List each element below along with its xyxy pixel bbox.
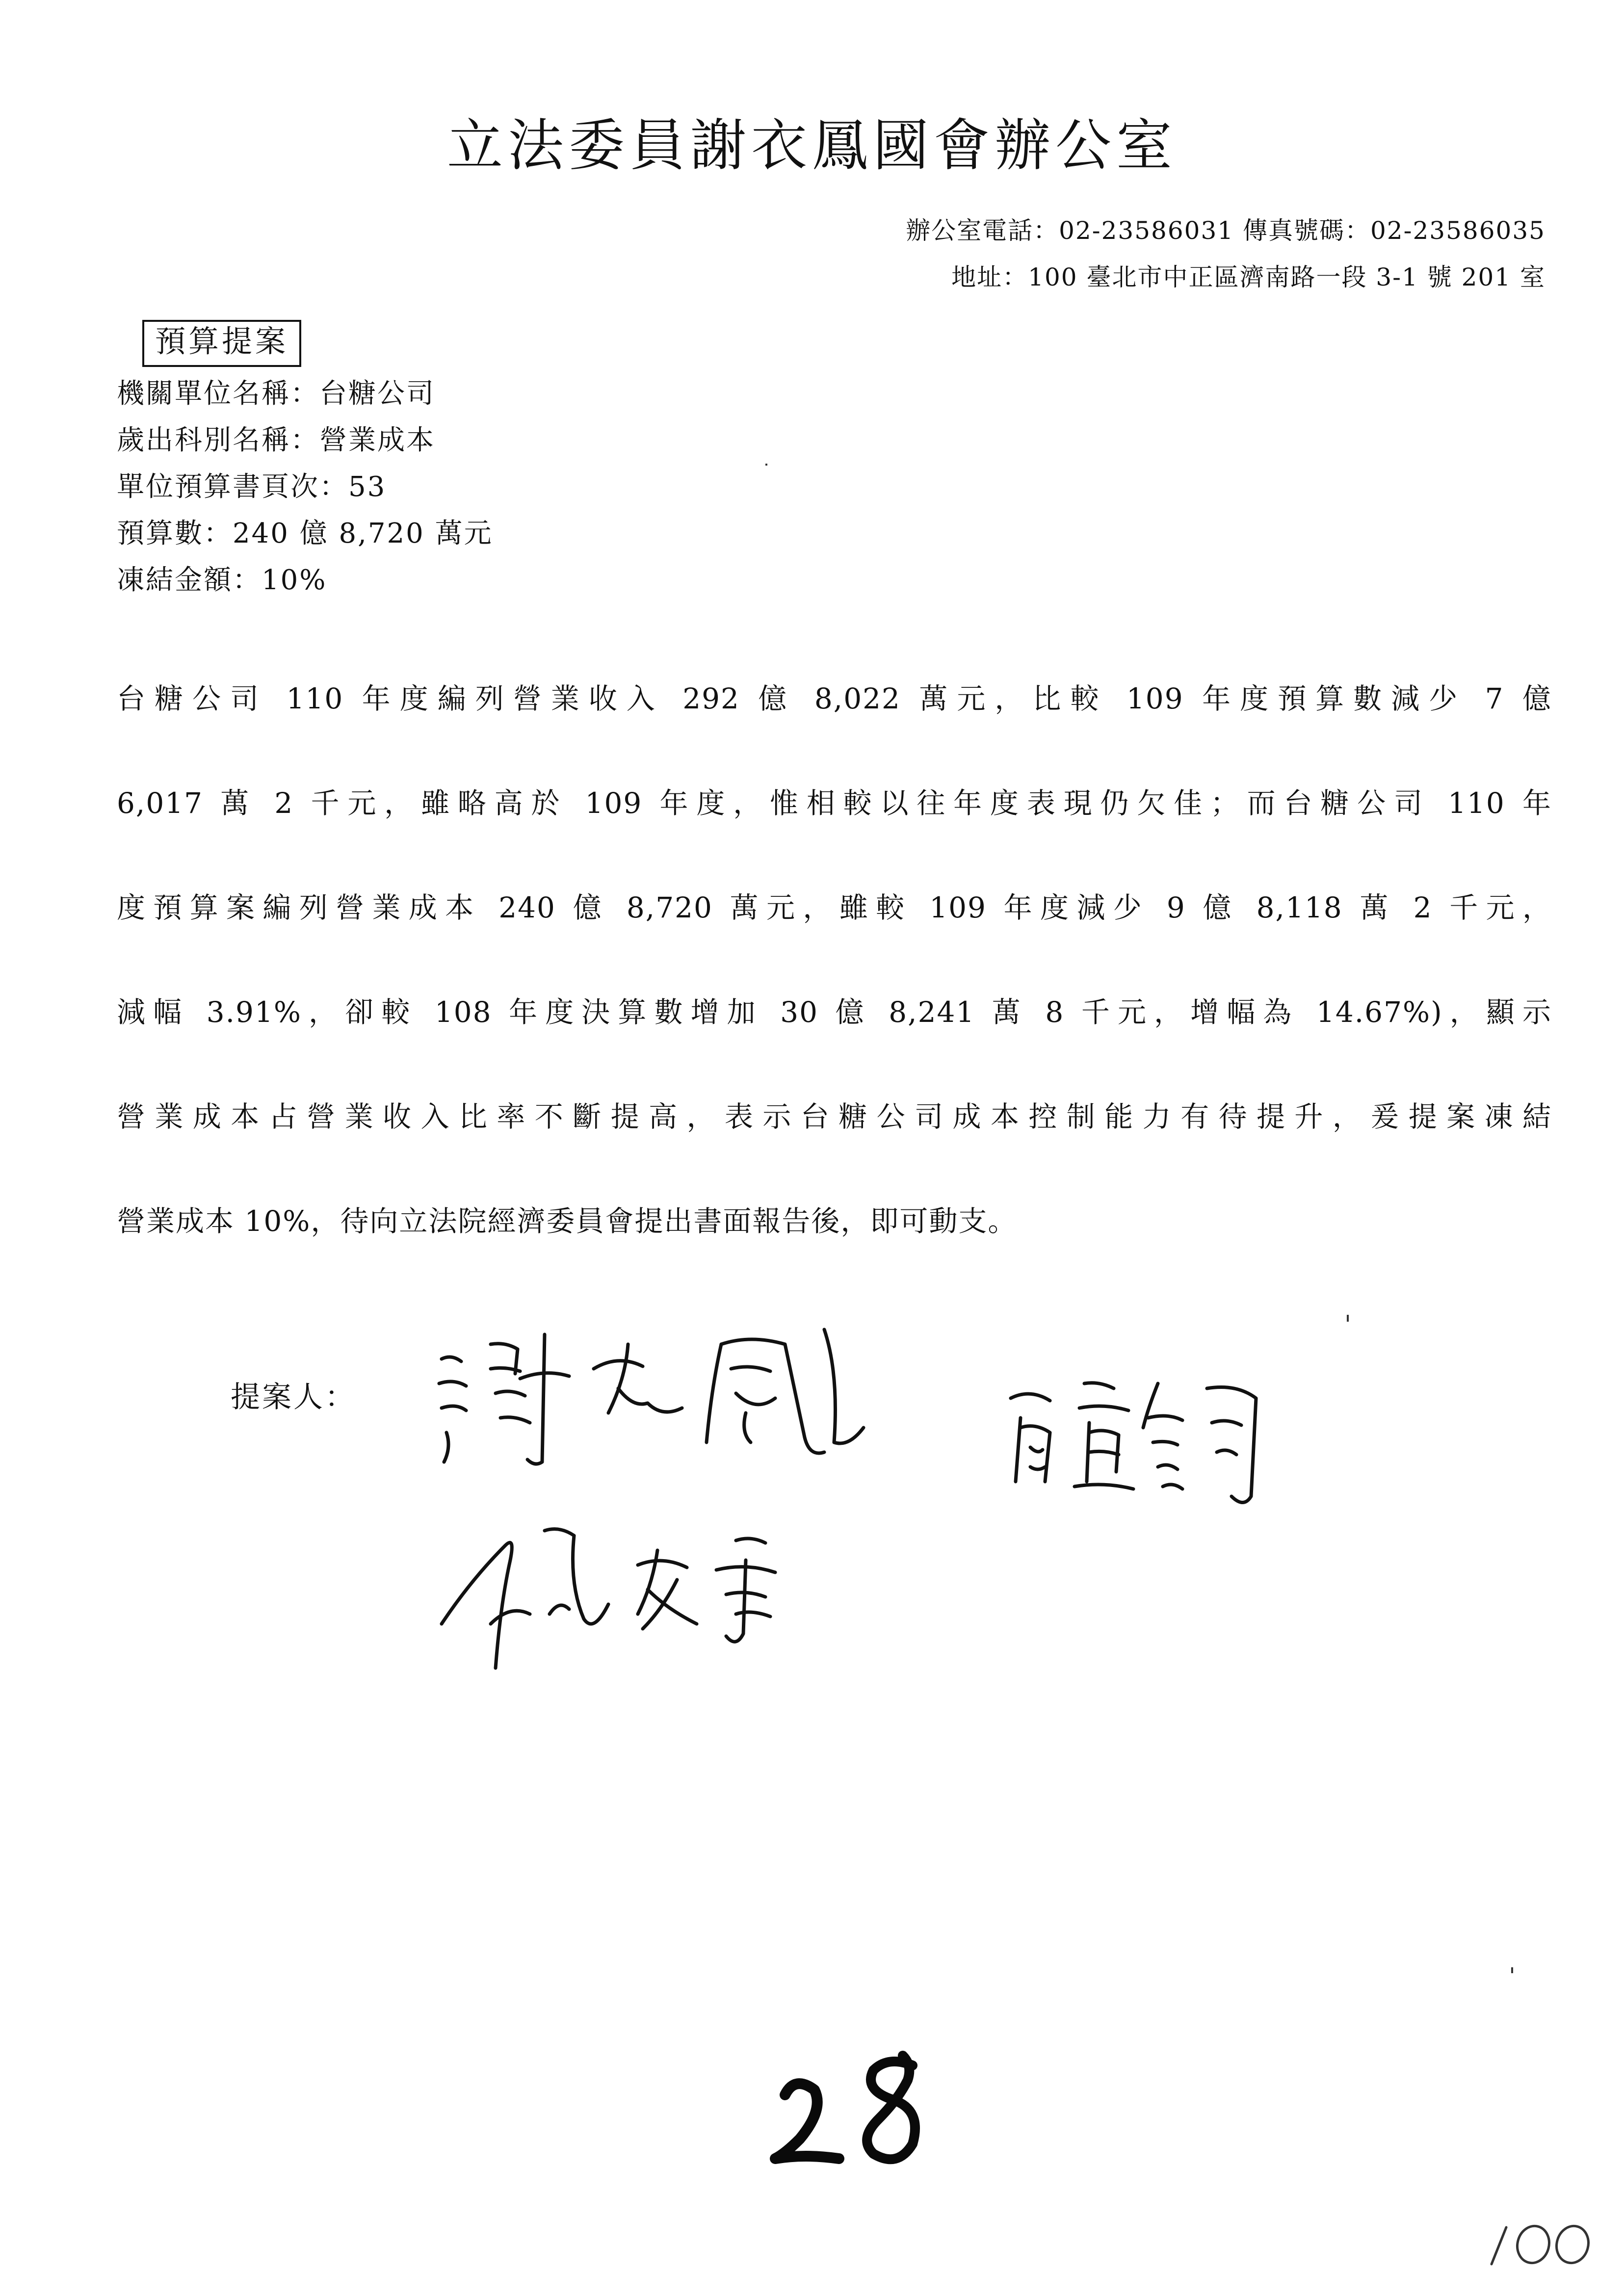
- body-line: 台糖公司 110 年度編列營業收入 292 億 8,022 萬元，比較 109 年度預算數減少 7 億: [117, 682, 1552, 715]
- body-line: 營業成本占營業收入比率不斷提高，表示台糖公司成本控制能力有待提升，爰提案凍結: [117, 1100, 1552, 1133]
- body-line: 6,017 萬 2 千元，雖略高於 109 年度，惟相較以往年度表現仍欠佳；而台糖公司 110 年: [117, 786, 1552, 820]
- corner-number: [1482, 2218, 1599, 2273]
- scan-speck: [1511, 1967, 1513, 1973]
- body-line: 營業成本 10%，待向立法院經濟委員會提出書面報告後，即可動支。: [117, 1204, 1018, 1238]
- proposal-body: [117, 684, 1552, 1311]
- expenditure-category: 歲出科別名稱：營業成本: [117, 424, 435, 456]
- office-phone-fax: 辦公室電話：02-23586031 傳真號碼：02-23586035: [906, 216, 1545, 245]
- body-line: 減幅 3.91%，卻較 108 年度決算數增加 30 億 8,241 萬 8 千元，增幅為 14.67%)，顯示: [117, 995, 1552, 1029]
- office-title: 立法委員謝衣鳳國會辦公室: [446, 113, 1177, 178]
- office-address: 地址：100 臺北市中正區濟南路一段 3-1 號 201 室: [951, 263, 1545, 291]
- proposal-type-box: 預算提案: [142, 320, 301, 367]
- signature-weng-chung-chun: [1001, 1369, 1276, 1516]
- agency-name: 機關單位名稱：台糖公司: [117, 378, 435, 410]
- scan-speck: [765, 464, 767, 466]
- signature-kung-wen-chi: [432, 1506, 854, 1683]
- budget-page-number: 單位預算書頁次：53: [117, 471, 387, 503]
- budget-amount: 預算數：240 億 8,720 萬元: [117, 518, 493, 549]
- scan-speck: [1347, 1315, 1349, 1322]
- signature-xie-yi-feng: [432, 1315, 922, 1477]
- page-number: [765, 2036, 952, 2185]
- proposal-metadata: [117, 370, 493, 603]
- body-line: 度預算案編列營業成本 240 億 8,720 萬元，雖較 109 年度減少 9 億 8,118 萬 2 千元，: [117, 891, 1552, 924]
- frozen-amount: 凍結金額：10%: [117, 564, 327, 596]
- proposer-label: 提案人：: [231, 1380, 356, 1414]
